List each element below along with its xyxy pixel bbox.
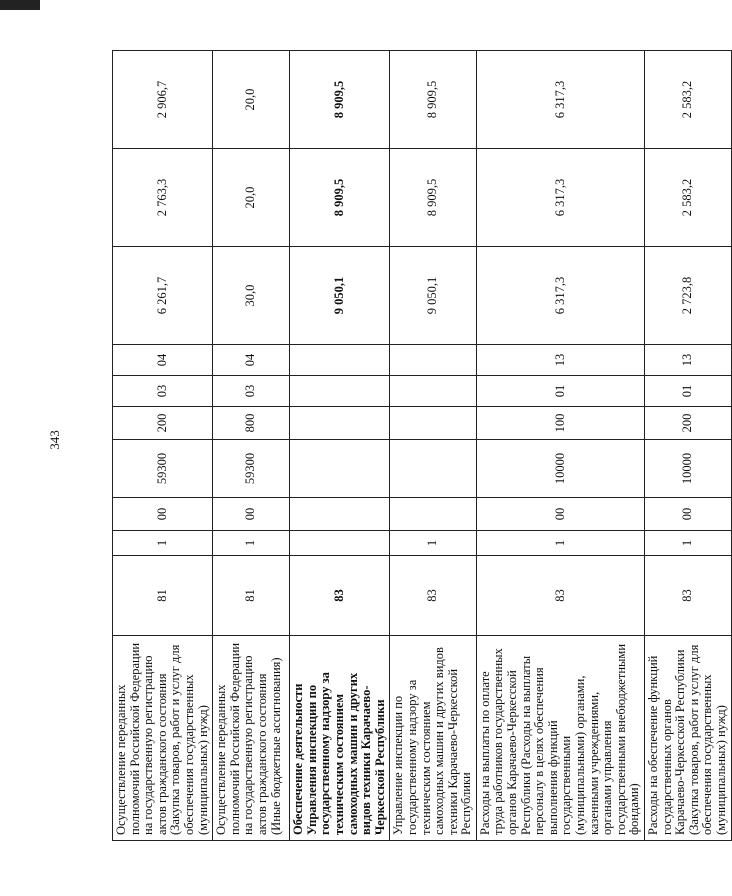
subprogram-code: 00 xyxy=(113,498,213,531)
budget-table xyxy=(112,50,732,841)
row-description: Управление инспекции по государственному надзору за техническим состоянием самоходных машин и других видов техники Карачаево-Черкесской Республики xyxy=(390,636,477,841)
rotated-page-content xyxy=(112,51,728,841)
subprogram-code: 00 xyxy=(476,498,644,531)
subprogram-code: 00 xyxy=(213,498,290,531)
row-description: Обеспечение деятельности Управления инспекции по государственному надзору за техническим состоянием самоходных машин и других видов техники Карачаево-Черкесской Республики xyxy=(290,636,390,841)
expense-type-code xyxy=(290,407,390,440)
scan-edge-mark xyxy=(0,0,40,10)
expense-type-code: 200 xyxy=(645,407,732,440)
amount-2: 2 583,2 xyxy=(645,149,732,247)
amount-1: 6 261,7 xyxy=(113,247,213,345)
amount-1: 9 050,1 xyxy=(290,247,390,345)
ministry-code: 81 xyxy=(213,556,290,636)
subprogram-code xyxy=(390,498,477,531)
subsection-code xyxy=(290,345,390,376)
amount-3: 6 317,3 xyxy=(476,51,644,149)
table-row xyxy=(390,51,477,841)
page-number: 343 xyxy=(47,430,62,450)
amount-2: 6 317,3 xyxy=(476,149,644,247)
ministry-code: 83 xyxy=(290,556,390,636)
ministry-code: 83 xyxy=(390,556,477,636)
expense-type-code: 800 xyxy=(213,407,290,440)
amount-3: 2 906,7 xyxy=(113,51,213,149)
direction-code xyxy=(390,440,477,498)
section-code: 03 xyxy=(213,376,290,407)
ministry-code: 81 xyxy=(113,556,213,636)
row-description: Расходы на выплаты по оплате труда работников государственных органов Карачаево-Черкесской Республики (Расходы на выплаты персоналу в целях обеспечения выполнения функций государственными (муниципальными) органами, казенными учреждениями, органами управления государственными внебюджетными фондами) xyxy=(476,636,644,841)
section-code: 01 xyxy=(476,376,644,407)
amount-1: 2 723,8 xyxy=(645,247,732,345)
row-description: Осуществление переданных полномочий Российской Федерации на государственную регистрацию актов гражданского состояния (Закупка товаров, работ и услуг для обеспечения государственных (муниципальных) нужд) xyxy=(113,636,213,841)
amount-3: 8 909,5 xyxy=(290,51,390,149)
section-code: 01 xyxy=(645,376,732,407)
table-row xyxy=(645,51,732,841)
ministry-code: 83 xyxy=(645,556,732,636)
amount-2: 8 909,5 xyxy=(290,149,390,247)
program-code: 1 xyxy=(390,531,477,556)
table-row xyxy=(290,51,390,841)
program-code: 1 xyxy=(113,531,213,556)
subsection-code: 04 xyxy=(113,345,213,376)
subprogram-code xyxy=(290,498,390,531)
direction-code: 59300 xyxy=(213,440,290,498)
section-code xyxy=(390,376,477,407)
program-code: 1 xyxy=(213,531,290,556)
amount-2: 2 763,3 xyxy=(113,149,213,247)
expense-type-code: 200 xyxy=(113,407,213,440)
program-code: 1 xyxy=(476,531,644,556)
section-code: 03 xyxy=(113,376,213,407)
amount-1: 30,0 xyxy=(213,247,290,345)
amount-2: 20,0 xyxy=(213,149,290,247)
amount-3: 2 583,2 xyxy=(645,51,732,149)
section-code xyxy=(290,376,390,407)
direction-code: 59300 xyxy=(113,440,213,498)
amount-1: 9 050,1 xyxy=(390,247,477,345)
direction-code: 10000 xyxy=(645,440,732,498)
table-row xyxy=(476,51,644,841)
subsection-code: 04 xyxy=(213,345,290,376)
row-description: Расходы на обеспечение функций государственных органов Карачаево-Черкесской Республики (Закупка товаров, работ и услуг для обеспечения государственных (муниципальных) нужд) xyxy=(645,636,732,841)
program-code xyxy=(290,531,390,556)
amount-2: 8 909,5 xyxy=(390,149,477,247)
subprogram-code: 00 xyxy=(645,498,732,531)
amount-3: 8 909,5 xyxy=(390,51,477,149)
subsection-code: 13 xyxy=(476,345,644,376)
ministry-code: 83 xyxy=(476,556,644,636)
direction-code: 10000 xyxy=(476,440,644,498)
subsection-code xyxy=(390,345,477,376)
direction-code xyxy=(290,440,390,498)
table-row xyxy=(113,51,213,841)
expense-type-code: 100 xyxy=(476,407,644,440)
amount-3: 20,0 xyxy=(213,51,290,149)
table-row xyxy=(213,51,290,841)
amount-1: 6 317,3 xyxy=(476,247,644,345)
expense-type-code xyxy=(390,407,477,440)
program-code: 1 xyxy=(645,531,732,556)
subsection-code: 13 xyxy=(645,345,732,376)
row-description: Осуществление переданных полномочий Российской Федерации на государственную регистрацию актов гражданского состояния (Иные бюджетные ассигнования) xyxy=(213,636,290,841)
